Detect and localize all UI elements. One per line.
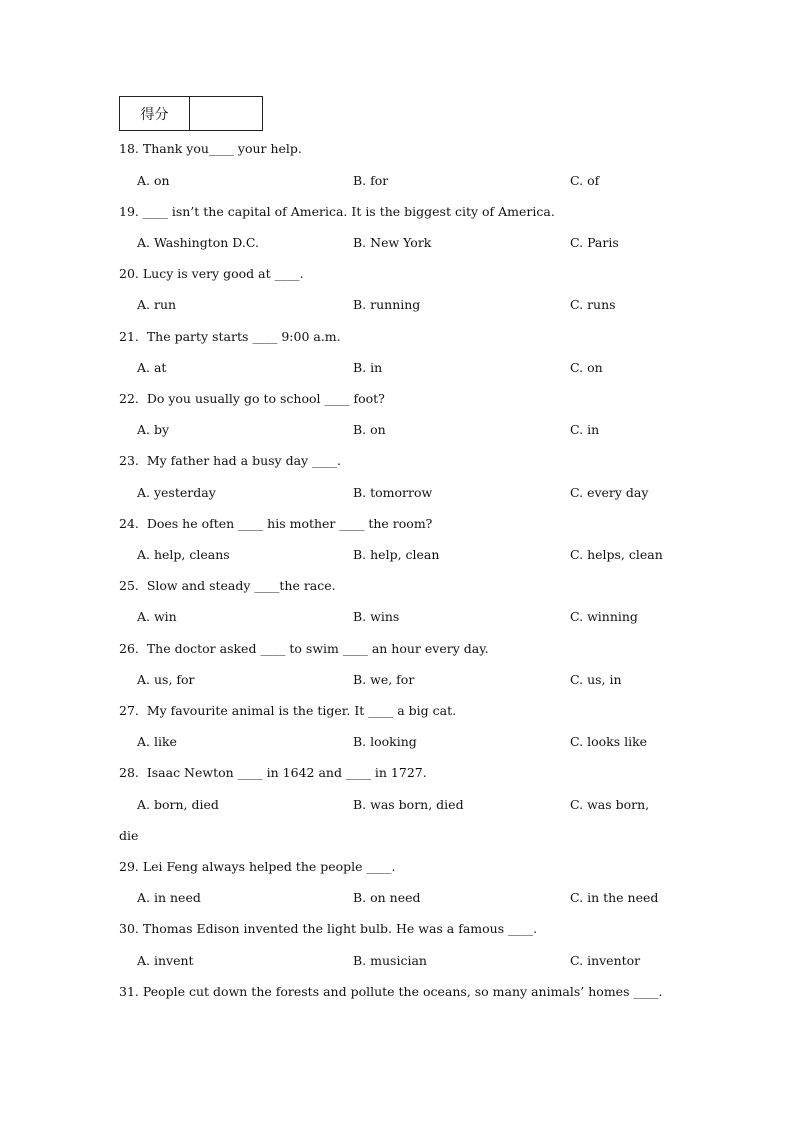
option-a[interactable]: A. Washington D.C. — [137, 235, 259, 250]
option-a[interactable]: A. run — [137, 297, 177, 312]
option-c[interactable]: C. Paris — [570, 235, 619, 250]
option-c[interactable]: C. winning — [570, 609, 638, 624]
options-28 — [137, 797, 697, 813]
options-24 — [137, 547, 697, 563]
option-b[interactable]: B. running — [353, 297, 421, 312]
option-b[interactable]: B. in — [353, 360, 383, 375]
options-27 — [137, 734, 697, 750]
options-23 — [137, 485, 697, 501]
option-c[interactable]: C. looks like — [570, 734, 648, 749]
option-a[interactable]: A. on — [137, 173, 170, 188]
question-23: 23. My father had a busy day ____. — [119, 453, 342, 468]
option-a[interactable]: A. win — [137, 609, 177, 624]
option-c-continuation: die — [119, 828, 139, 843]
option-c[interactable]: C. every day — [570, 485, 649, 500]
option-b[interactable]: B. was born, died — [353, 797, 464, 812]
option-b[interactable]: B. we, for — [353, 672, 415, 687]
question-24: 24. Does he often ____ his mother ____ the room? — [119, 516, 433, 531]
options-18 — [137, 173, 697, 189]
question-25: 25. Slow and steady ____the race. — [119, 578, 336, 593]
options-22 — [137, 422, 697, 438]
option-b[interactable]: B. New York — [353, 235, 432, 250]
option-a[interactable]: A. help, cleans — [137, 547, 230, 562]
option-c[interactable]: C. in the need — [570, 890, 659, 905]
question-22: 22. Do you usually go to school ____ foot? — [119, 391, 385, 406]
question-20: 20. Lucy is very good at ____. — [119, 266, 304, 281]
option-a[interactable]: A. at — [137, 360, 167, 375]
score-value[interactable] — [190, 97, 262, 130]
options-25 — [137, 609, 697, 625]
option-b[interactable]: B. on — [353, 422, 386, 437]
option-b[interactable]: B. wins — [353, 609, 400, 624]
option-b[interactable]: B. musician — [353, 953, 427, 968]
option-c[interactable]: C. was born, — [570, 797, 650, 812]
options-29 — [137, 890, 697, 906]
option-a[interactable]: A. us, for — [137, 672, 195, 687]
option-a[interactable]: A. like — [137, 734, 177, 749]
option-b[interactable]: B. on need — [353, 890, 421, 905]
question-26: 26. The doctor asked ____ to swim ____ an hour every day. — [119, 641, 489, 656]
question-18: 18. Thank you____ your help. — [119, 141, 302, 156]
score-box — [119, 96, 263, 131]
options-21 — [137, 360, 697, 376]
question-19: 19. ____ isn’t the capital of America. It is the biggest city of America. — [119, 204, 555, 219]
option-a[interactable]: A. invent — [137, 953, 194, 968]
question-21: 21. The party starts ____ 9:00 a.m. — [119, 329, 341, 344]
option-a[interactable]: A. by — [137, 422, 170, 437]
option-c[interactable]: C. in — [570, 422, 600, 437]
question-29: 29. Lei Feng always helped the people ____. — [119, 859, 396, 874]
options-26 — [137, 672, 697, 688]
option-a[interactable]: A. born, died — [137, 797, 219, 812]
option-b[interactable]: B. tomorrow — [353, 485, 433, 500]
options-19 — [137, 235, 697, 251]
option-b[interactable]: B. looking — [353, 734, 417, 749]
option-b[interactable]: B. for — [353, 173, 389, 188]
options-20 — [137, 297, 697, 313]
options-30 — [137, 953, 697, 969]
score-label: 得分 — [120, 97, 190, 130]
option-b[interactable]: B. help, clean — [353, 547, 440, 562]
option-a[interactable]: A. yesterday — [137, 485, 216, 500]
question-28: 28. Isaac Newton ____ in 1642 and ____ in 1727. — [119, 765, 427, 780]
option-c[interactable]: C. helps, clean — [570, 547, 663, 562]
option-c[interactable]: C. inventor — [570, 953, 641, 968]
question-31: 31. People cut down the forests and pollute the oceans, so many animals’ homes ____. — [119, 984, 663, 999]
question-27: 27. My favourite animal is the tiger. It ____ a big cat. — [119, 703, 457, 718]
option-c[interactable]: C. of — [570, 173, 600, 188]
option-c[interactable]: C. us, in — [570, 672, 622, 687]
option-c[interactable]: C. on — [570, 360, 603, 375]
option-c[interactable]: C. runs — [570, 297, 616, 312]
option-a[interactable]: A. in need — [137, 890, 201, 905]
question-30: 30. Thomas Edison invented the light bulb. He was a famous ____. — [119, 921, 538, 936]
